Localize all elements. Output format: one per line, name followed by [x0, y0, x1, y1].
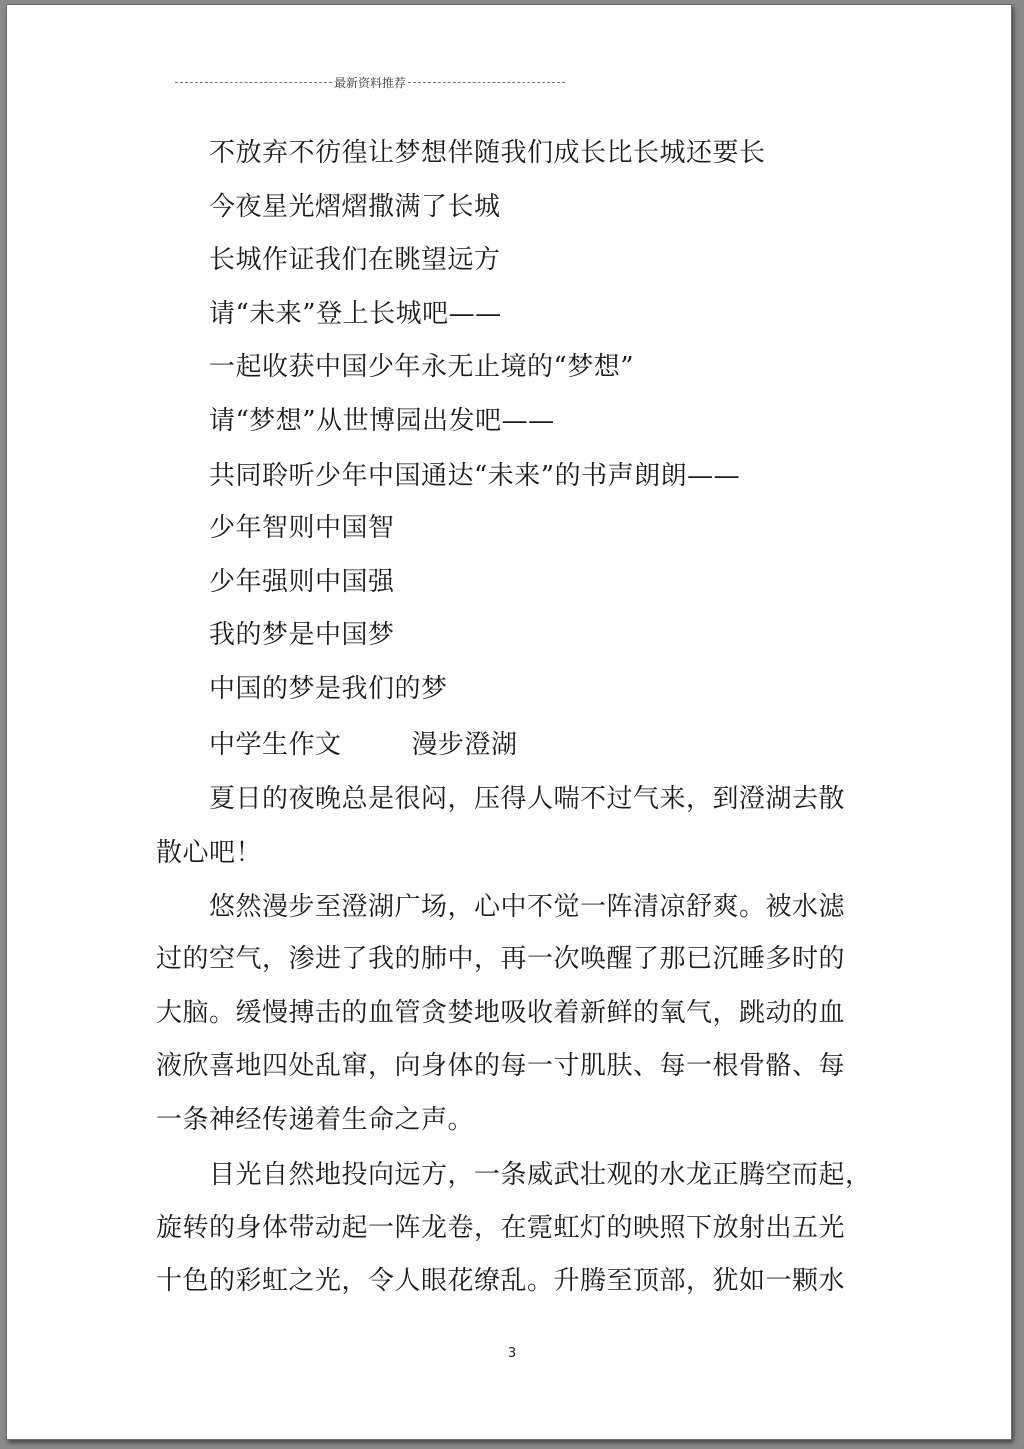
- essay-line: 悠然漫步至澄湖广场，心中不觉一阵清凉舒爽。被水滤: [209, 892, 846, 922]
- poem-line: 今夜星光熠熠撒满了长城: [209, 192, 501, 222]
- essay-line: 液欣喜地四处乱窜，向身体的每一寸肌肤、每一根骨骼、每: [156, 1051, 846, 1081]
- poem-line: 中国的梦是我们的梦: [209, 674, 448, 704]
- header-dotted-rule-right: [408, 82, 565, 83]
- essay-line: 夏日的夜晚总是很闷，压得人喘不过气来，到澄湖去散: [209, 784, 846, 814]
- poem-line: 少年强则中国强: [209, 567, 395, 597]
- essay-heading: [209, 730, 518, 760]
- essay-line: 大脑。缓慢搏击的血管贪婪地吸收着新鲜的氧气，跳动的血: [156, 998, 846, 1028]
- essay-line: 过的空气，渗进了我的肺中，再一次唤醒了那已沉睡多时的: [156, 944, 846, 974]
- poem-line: 长城作证我们在眺望远方: [209, 245, 501, 275]
- page-header: [175, 72, 565, 92]
- poem-line: 我的梦是中国梦: [209, 620, 395, 650]
- essay-line: 一条神经传递着生命之声。: [156, 1105, 475, 1135]
- essay-line: 散心吧！: [156, 838, 263, 868]
- poem-line: 共同聆听少年中国通达“未来”的书声朗朗——: [209, 461, 741, 491]
- essay-line: 目光自然地投向远方，一条威武壮观的水龙正腾空而起，: [209, 1160, 872, 1190]
- poem-line: 一起收获中国少年永无止境的“梦想”: [209, 352, 635, 382]
- poem-line: 不放弃不彷徨让梦想伴随我们成长比长城还要长: [209, 138, 766, 168]
- essay-line: 旋转的身体带动起一阵龙卷，在霓虹灯的映照下放射出五光: [156, 1213, 846, 1243]
- header-text: 最新资料推荐: [334, 75, 407, 90]
- essay-category: 中学生作文: [209, 730, 342, 760]
- essay-title: 漫步澄湖: [411, 730, 518, 760]
- poem-line: 请“梦想”从世博园出发吧——: [209, 406, 555, 436]
- page-number: 3: [507, 1346, 517, 1361]
- header-dotted-rule-left: [175, 82, 332, 83]
- poem-line: 请“未来”登上长城吧——: [209, 299, 502, 329]
- essay-line: 十色的彩虹之光，令人眼花缭乱。升腾至顶部，犹如一颗水: [156, 1266, 846, 1296]
- poem-line: 少年智则中国智: [209, 513, 395, 543]
